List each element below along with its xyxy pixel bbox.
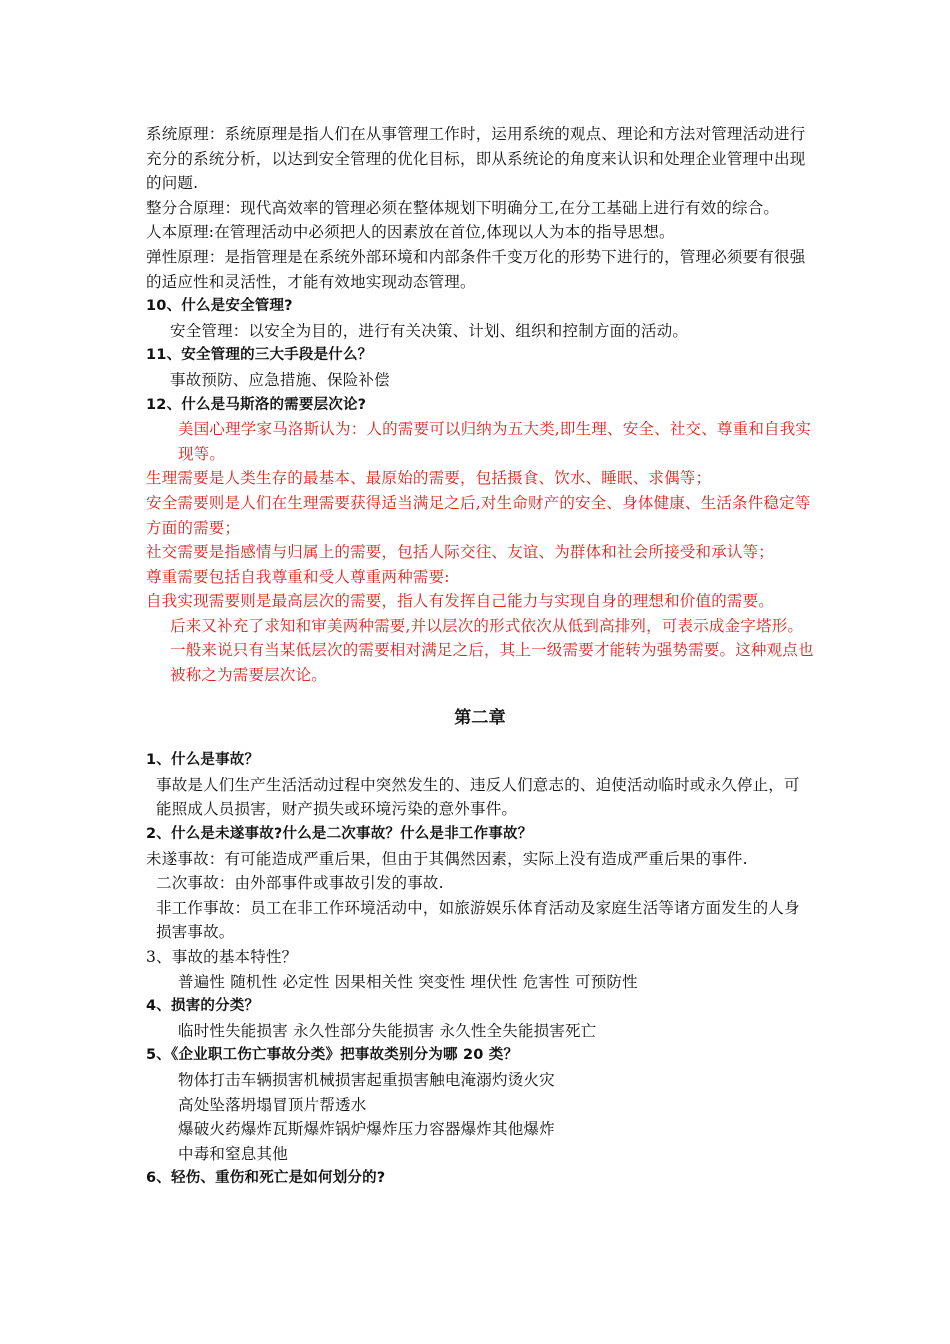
chapter2-answer-2-secondary: 二次事故：由外部事件或事故引发的事故. (156, 874, 444, 893)
paragraph-elastic-principle: 弹性原理：是指管理是在系统外部环境和内部条件千变万化的形势下进行的，管理必须要有很强的适应性和灵活性，才能有效地实现动态管理。 (146, 247, 806, 291)
chapter2-question-1: 1、什么是事故？ (146, 752, 260, 769)
question-11: 11、安全管理的三大手段是什么？ (146, 347, 373, 364)
answer-12-self-actualization: 自我实现需要则是最高层次的需要，指人有发挥自己能力与实现自身的理想和价值的需要。 (146, 592, 775, 611)
chapter2-question-3: 3、事故的基本特性？ (146, 948, 298, 966)
answer-12-social: 社交需要是指感情与归属上的需要，包括人际交往、友谊、为群体和社会所接受和承认等； (146, 543, 775, 562)
chapter2-answer-1: 事故是人们生产生活活动过程中突然发生的、违反人们意志的、迫使活动临时或永久停止，可能照成人员损害，财产损失或环境污染的意外事件。 (156, 775, 800, 819)
answer-12-intro: 美国心理学家马洛斯认为：人的需要可以归纳为五大类,即生理、安全、社交、尊重和自我实现等。 (178, 420, 812, 463)
question-12: 12、什么是马斯洛的需要层次论? (146, 396, 367, 413)
document-body (146, 122, 814, 1191)
paragraph-system-principle: 系统原理：系统原理是指人们在从事管理工作时，运用系统的观点、理论和方法对管理活动进行充分的系统分析，以达到安全管理的优化目标，即从系统论的角度来认识和处理企业管理中出现的问题. (146, 125, 806, 193)
answer-12-physiological: 生理需要是人类生存的最基本、最原始的需要，包括摄食、饮水、睡眠、求偶等； (146, 469, 712, 488)
chapter2-answer-5-line4: 中毒和窒息其他 (178, 1144, 288, 1163)
chapter2-answer-5-line1: 物体打击车辆损害机械损害起重损害触电淹溺灼烫火灾 (178, 1070, 555, 1089)
chapter2-answer-5-line3: 爆破火药爆炸瓦斯爆炸锅炉爆炸压力容器爆炸其他爆炸 (178, 1120, 555, 1139)
answer-12-safety: 安全需要则是人们在生理需要获得适当满足之后,对生命财产的安全、身体健康、生活条件稳定等方面的需要； (146, 493, 811, 537)
chapter2-question-5: 5、《企业职工伤亡事故分类》把事故类别分为哪 20 类？ (146, 1047, 519, 1064)
answer-10: 安全管理：以安全为目的，进行有关决策、计划、组织和控制方面的活动。 (170, 321, 689, 340)
chapter2-answer-4: 临时性失能损害 永久性部分失能损害 永久性全失能损害死亡 (178, 1021, 597, 1040)
chapter2-answer-3: 普遍性 随机性 必定性 因果相关性 突变性 埋伏性 危害性 可预防性 (178, 972, 638, 991)
answer-12-conclusion: 后来又补充了求知和审美两种需要,并以层次的形式依次从低到高排列，可表示成金字塔形。一般来说只有当某低层次的需要相对满足之后，其上一级需要才能转为强势需要。这种观点也被称之为需要层次论。 (170, 616, 814, 685)
chapter2-question-2: 2、什么是未遂事故?什么是二次事故？什么是非工作事故？ (146, 826, 533, 843)
chapter2-answer-2-near-miss: 未遂事故：有可能造成严重后果，但由于其偶然因素，实际上没有造成严重后果的事件. (146, 849, 748, 868)
chapter2-question-4: 4、损害的分类？ (146, 998, 260, 1015)
question-10: 10、什么是安全管理? (146, 298, 293, 315)
chapter2-answer-2-non-work: 非工作事故：员工在非工作环境活动中，如旅游娱乐体育活动及家庭生活等诸方面发生的人身损害事故。 (156, 898, 800, 942)
chapter-heading: 第二章 (454, 707, 506, 728)
chapter2-question-6: 6、轻伤、重伤和死亡是如何划分的? (146, 1170, 386, 1187)
paragraph-integration-principle: 整分合原理：现代高效率的管理必须在整体规划下明确分工,在分工基础上进行有效的综合。 (146, 198, 780, 217)
answer-12-esteem: 尊重需要包括自我尊重和受人尊重两种需要: (146, 567, 450, 586)
paragraph-human-principle: 人本原理:在管理活动中必须把人的因素放在首位,体现以人为本的指导思想。 (146, 223, 675, 242)
answer-11: 事故预防、应急措施、保险补偿 (170, 370, 390, 389)
chapter2-answer-5-line2: 高处坠落坍塌冒顶片帮透水 (178, 1095, 367, 1114)
